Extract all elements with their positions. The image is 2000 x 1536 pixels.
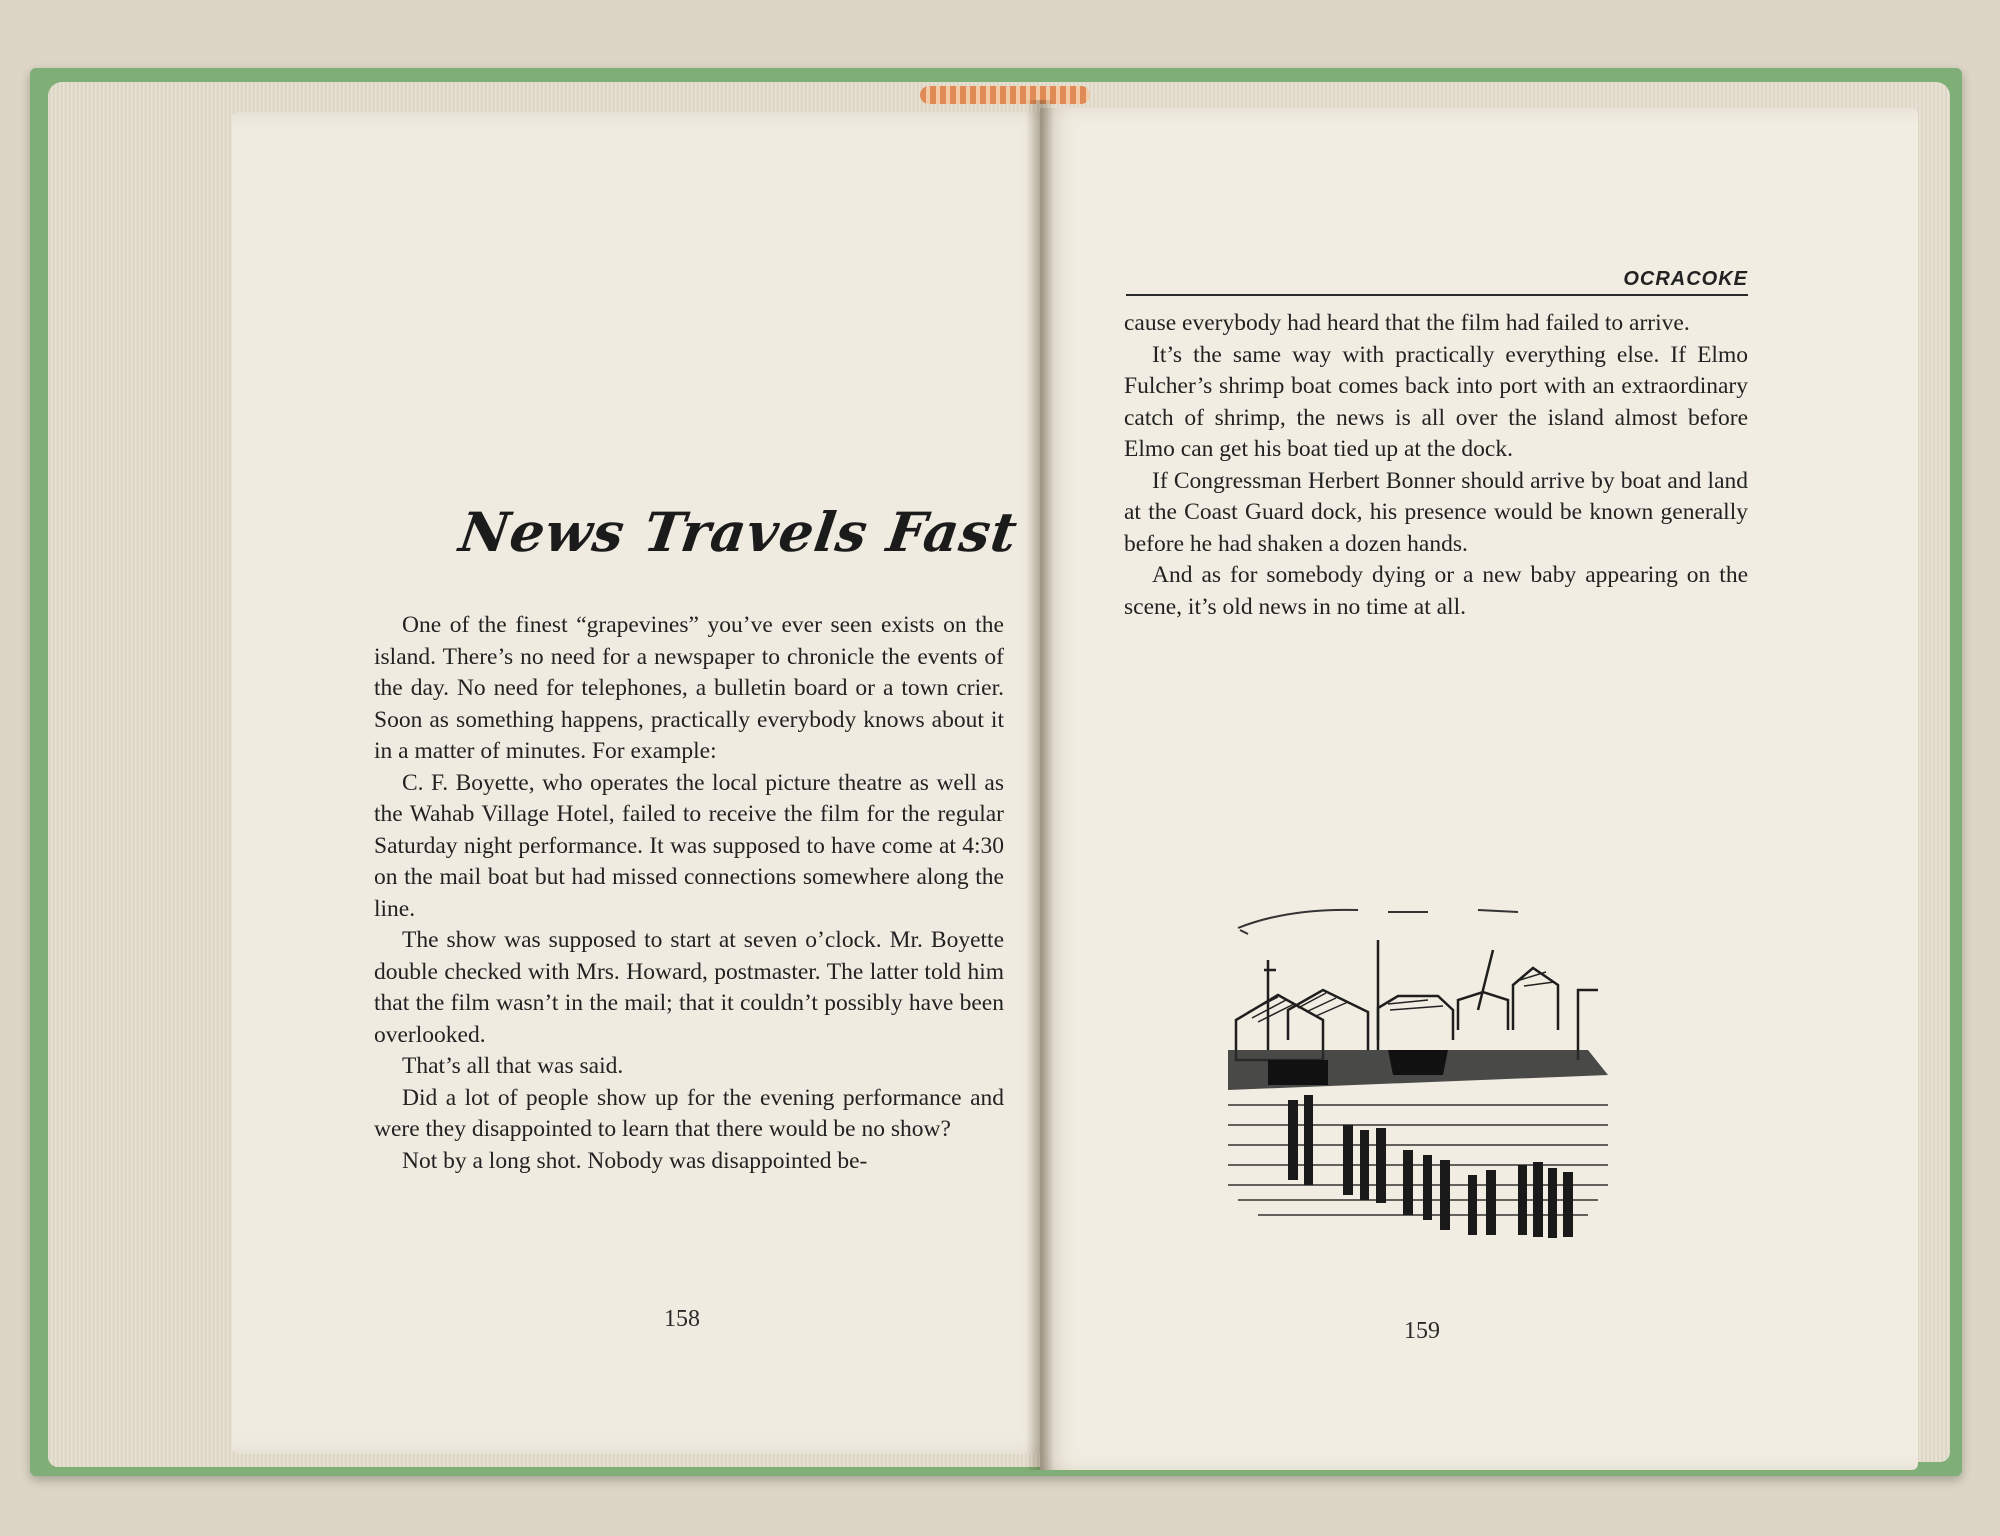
paragraph: That’s all that was said. — [402, 1053, 624, 1079]
harbor-illustration — [1228, 900, 1628, 1255]
paragraph: One of the finest “grapevines” you’ve ever seen exists on the island. There’s no need for a newspaper to chronicle the events of the day. No need for telephones, a bulletin board or a town crier. Soon as something happens, practically everybody knows about it in a matter of minutes. For example: — [374, 612, 1004, 764]
page-number-right: 159 — [1404, 1318, 1440, 1344]
paragraph: Not by a long shot. Nobody was disappointed be- — [402, 1147, 868, 1174]
paragraph: Did a lot of people show up for the evening performance and were they disappointed to learn that there would be no show? — [374, 1084, 1004, 1142]
right-page-text — [1124, 308, 1748, 623]
paragraph: C. F. Boyette, who operates the local picture theatre as well as the Wahab Village Hotel, failed to receive the film for the regular Saturday night performance. It was supposed to have come at 4:30 on the mail boat but had missed connections somewhere along the line. — [374, 769, 1004, 922]
paragraph: It’s the same way with practically everything else. If Elmo Fulcher’s shrimp boat comes back into port with an extraordinary catch of shrimp, the news is all over the island almost before Elmo can get his boat tied up at the dock. — [1124, 341, 1748, 462]
chapter-title: News Travels Fast — [455, 500, 1022, 564]
paragraph: cause everybody had heard that the film had failed to arrive. — [1124, 310, 1690, 336]
paragraph: If Congressman Herbert Bonner should arrive by boat and land at the Coast Guard dock, his presence would be known generally before he had shaken a dozen hands. — [1124, 467, 1748, 557]
book-gutter — [1026, 100, 1054, 1470]
left-page-text — [374, 610, 1004, 1177]
page-number-left: 158 — [664, 1306, 700, 1332]
running-head: OCRACOKE — [1126, 268, 1748, 296]
paragraph: And as for somebody dying or a new baby appearing on the scene, it’s old news in no time at all. — [1124, 562, 1748, 620]
ribbon-bookmark — [920, 86, 1090, 104]
paragraph: The show was supposed to start at seven o’clock. Mr. Boyette double checked with Mrs. Howard, postmaster. The latter told him that the film wasn’t in the mail; that it couldn’t possibly have been overlooked. — [374, 927, 1004, 1048]
